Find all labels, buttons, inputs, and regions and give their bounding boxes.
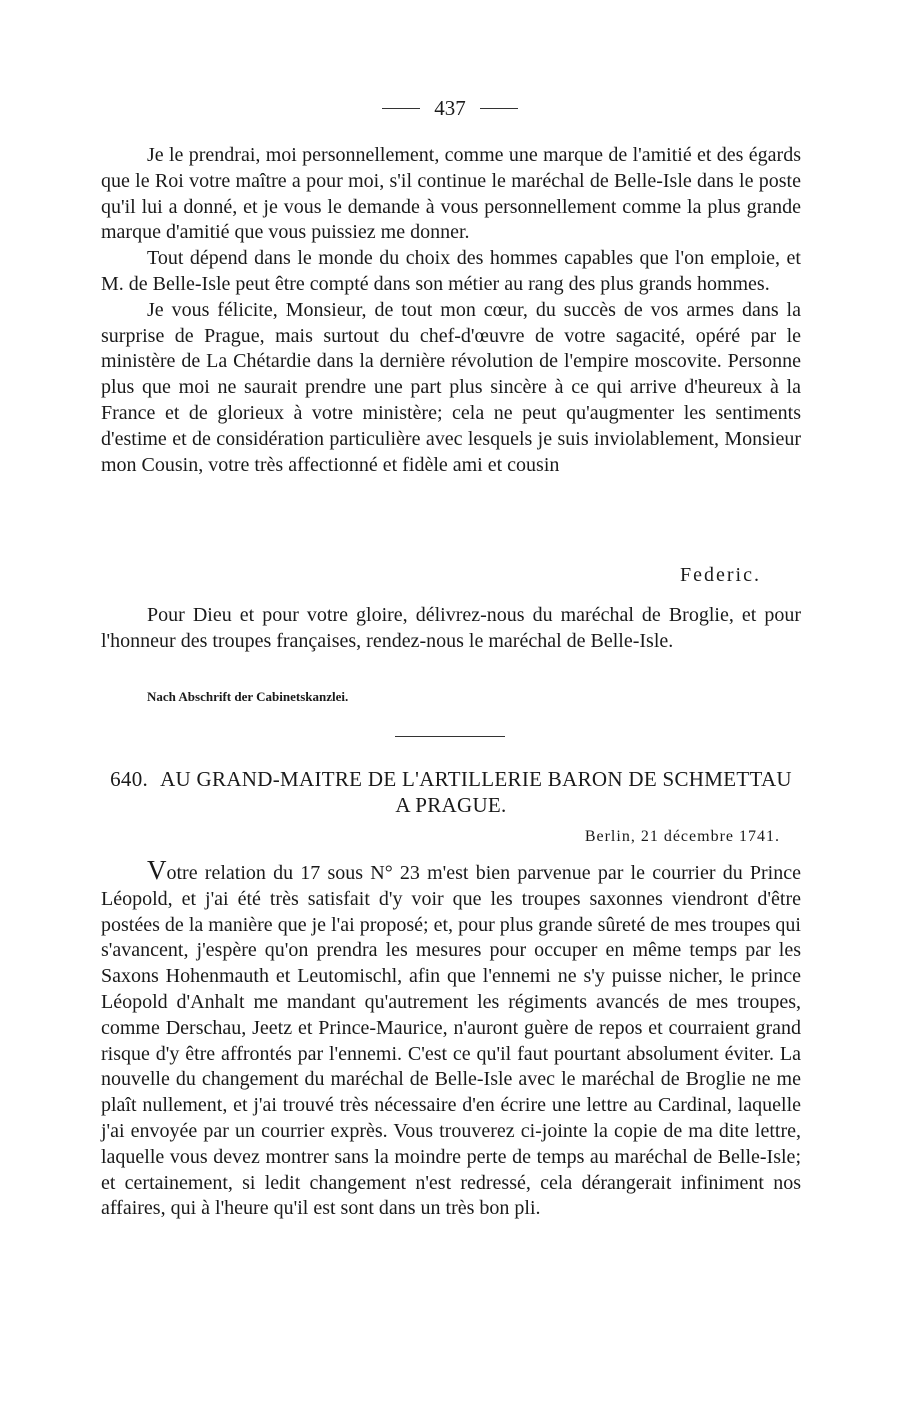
postscript-paragraph: Pour Dieu et pour votre gloire, délivrez-nous du maréchal de Broglie, et pour l'honneur des troupes françaises, rendez-nous le maréchal de Belle-Isle.	[101, 604, 801, 652]
section-divider	[395, 736, 505, 737]
section-heading	[101, 766, 801, 818]
letter-paragraph: Je vous félicite, Monsieur, de tout mon cœur, du succès de vos armes dans la surprise de Prague, mais surtout du chef-d'œuvre de votre sagacité, opéré par le ministère de La Chétardie dans la dernière révolution de l'empire moscovite. Personne plus que moi ne saurait prendre une part plus sincère à ce qui arrive d'heureux à la France et de glorieux à votre ministère; cela ne peut qu'augmenter les sentiments d'estime et de considération particulière avec lesquels je suis inviolablement, Monsieur mon Cousin, votre très affectionné et fidèle ami et cousin	[101, 298, 801, 476]
signature: Federic.	[680, 564, 761, 586]
header-rule-right	[480, 108, 518, 109]
postscript	[101, 603, 801, 655]
letter-body	[101, 143, 801, 478]
letter-paragraph: Tout dépend dans le monde du choix des hommes capables que l'on emploie, et M. de Belle-Isle peut être compté dans son métier au rang des plus grands hommes.	[101, 247, 801, 295]
page-header	[0, 96, 900, 121]
letter-paragraph: Je le prendrai, moi personnellement, comme une marque de l'amitié et des égards que le Roi votre maître a pour moi, s'il continue le maréchal de Belle-Isle dans le poste qu'il lui a donné, et je vous le demande à vous personnellement comme la plus grande marque d'amitié que vous puissiez me donner.	[101, 144, 801, 244]
dateline: Berlin, 21 décembre 1741.	[584, 828, 780, 845]
second-letter-text: otre relation du 17 sous N° 23 m'est bien parvenue par le courrier du Prince Léopold, et j'ai été très satisfait d'y voir que les troupes saxonnes viendront d'être postées de la manière que je l'ai proposé; et, pour plus grande sûreté de mes troupes qui s'avancent, j'espère qu'on prendra les mesures pour occuper en même temps par les Saxons Hohenmauth et Leutomischl, afin que l'ennemi ne s'y puisse nicher, le prince Léopold d'Anhalt me mandant qu'autrement les régiments avancés de mes troupes, comme Derschau, Jeetz et Prince-Maurice, n'auront guère de repos et courraient grand risque d'y être affrontés par l'ennemi. C'est ce qu'il faut pourtant absolument éviter. La nouvelle du changement du maréchal de Belle-Isle avec le maréchal de Broglie ne me plaît nullement, et j'ai trouvé très nécessaire d'en écrire une lettre au Cardinal, laquelle j'ai envoyée par un courrier exprès. Vous trouverez ci-jointe la copie de ma dite lettre, laquelle vous devez montrer sans la moindre perte de temps au maréchal de Belle-Isle; et certainement, si ledit changement n'est redressé, cela dérangerait infiniment nos affaires, qui à l'heure qu'il est sont dans un très bon pli.	[101, 862, 801, 1220]
header-rule-left	[382, 108, 420, 109]
second-letter-paragraph	[101, 855, 801, 1222]
page-number: 437	[434, 96, 466, 120]
source-note: Nach Abschrift der Cabinetskanzlei.	[147, 689, 349, 704]
section-title: AU GRAND-MAITRE DE L'ARTILLERIE BARON DE SCHMETTAU A PRAGUE.	[160, 767, 792, 817]
second-letter-body	[101, 855, 801, 1222]
drop-cap: V	[147, 855, 167, 885]
section-number: 640.	[110, 767, 149, 791]
